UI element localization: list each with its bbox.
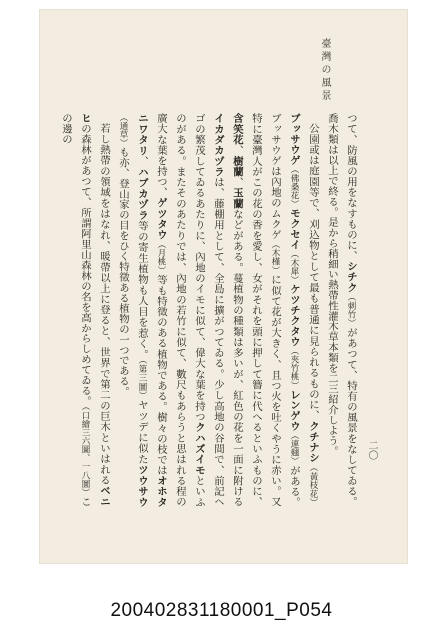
text-run: 、	[231, 176, 243, 188]
plant-term: ハブカヅラ	[136, 166, 148, 221]
text-run: といふのがある。またそのあたりでは、內地の若竹に似て、數尺もあらうと思はれる程の廣大な葉を持つ、	[155, 113, 205, 508]
plant-term: イカダカヅラ	[212, 113, 224, 177]
text-run: 若し熱帶の領域をはなれ、暖帶以上に登ると、世界で第二の巨木といはれる	[98, 123, 110, 486]
plant-term: ツウサウ	[136, 464, 148, 508]
plant-term: モクセイ	[288, 207, 300, 250]
plant-term: オホタニワタリ	[136, 113, 167, 508]
image-caption: 200402831180001_P054	[110, 600, 333, 621]
paragraph	[113, 113, 322, 507]
kanji-note: （連翹）	[289, 431, 299, 466]
text-run: 等も特徵のある植物である。樹々の枝では	[155, 274, 167, 476]
text-run: は、藤棚用として、全島に擴がつてゐる。少し高地の谷間で、前記ヘゴの繁茂してゐるあたりに、內地のイモに似て、偉大な葉を持つ	[193, 113, 224, 507]
book-page	[40, 10, 407, 563]
text-run: などがある。蔓植物の種類は多いが、紅色の花を一面に附ける	[231, 208, 243, 507]
plant-term: 樹蘭	[231, 155, 243, 177]
page-number: 二〇	[366, 440, 377, 460]
kanji-note: （通草）	[118, 113, 128, 147]
plant-term: クハズイモ	[193, 422, 205, 476]
text-run: も亦、登山家の目をひく特徵ある植物の一つである。	[117, 147, 129, 397]
kanji-note: （木犀）	[289, 249, 299, 284]
plant-term: シチク	[345, 261, 357, 293]
kanji-note: （刺竹）	[346, 292, 356, 328]
plant-term: ケツチクタウ	[288, 283, 300, 347]
plant-term: クチナシ	[307, 421, 319, 464]
kanji-note: （夾竹桃）	[289, 346, 299, 390]
plant-term: 玉蘭	[231, 187, 243, 209]
plant-term: ベニヒ	[79, 113, 110, 507]
plant-term: ブッサウゲ	[288, 113, 300, 166]
plant-term: 含笑花	[231, 113, 243, 145]
paragraph	[322, 113, 360, 507]
paragraph	[56, 113, 113, 507]
kanji-note: （木槿）	[270, 239, 280, 275]
figure-reference: （口繪三六圖、一八圖）	[80, 406, 90, 497]
kanji-note: （佛桑花）	[289, 165, 299, 208]
text-run: の森林があつて、所謂阿里山森林の名を高からしめてゐる。	[79, 123, 91, 407]
text-run: がある。ブッサウゲは內地のムクゲ	[269, 113, 300, 508]
kanji-note: （月桃）	[156, 239, 166, 275]
plant-term: ゲツタウ	[155, 197, 167, 240]
text-run: ヤツデに似た	[136, 399, 148, 465]
text-run: この邊の	[60, 113, 91, 507]
text-run: 、	[136, 155, 148, 167]
text-run: つて、防風の用をなすものに、	[345, 113, 357, 262]
figure-reference: （第三圖）	[137, 360, 147, 400]
running-head: 臺灣の風景	[319, 38, 330, 103]
kanji-note: （黃枝花）	[308, 463, 318, 507]
text-run: があつて、特有の風景をなしてゐる。喬木類は以上で終る。是から稍細い熱帶性灌木草本類を二三紹介しよう。	[326, 113, 357, 507]
text-run: に似て花が大きく、且つ火を吐くやうに赤い。又特に臺灣人がこの花の香を愛し、女がそれを頭に押して簪に代へるといふものに、	[250, 113, 281, 507]
text-run: 公園或は庭園等で、刈込物として最も普通に見られるものに、	[307, 123, 319, 422]
text-run: 、	[231, 144, 243, 156]
body-text	[60, 113, 360, 508]
text-run: 等の寄生植物も人目を惹く。	[136, 220, 148, 361]
plant-term: レンゲウ	[288, 389, 300, 432]
